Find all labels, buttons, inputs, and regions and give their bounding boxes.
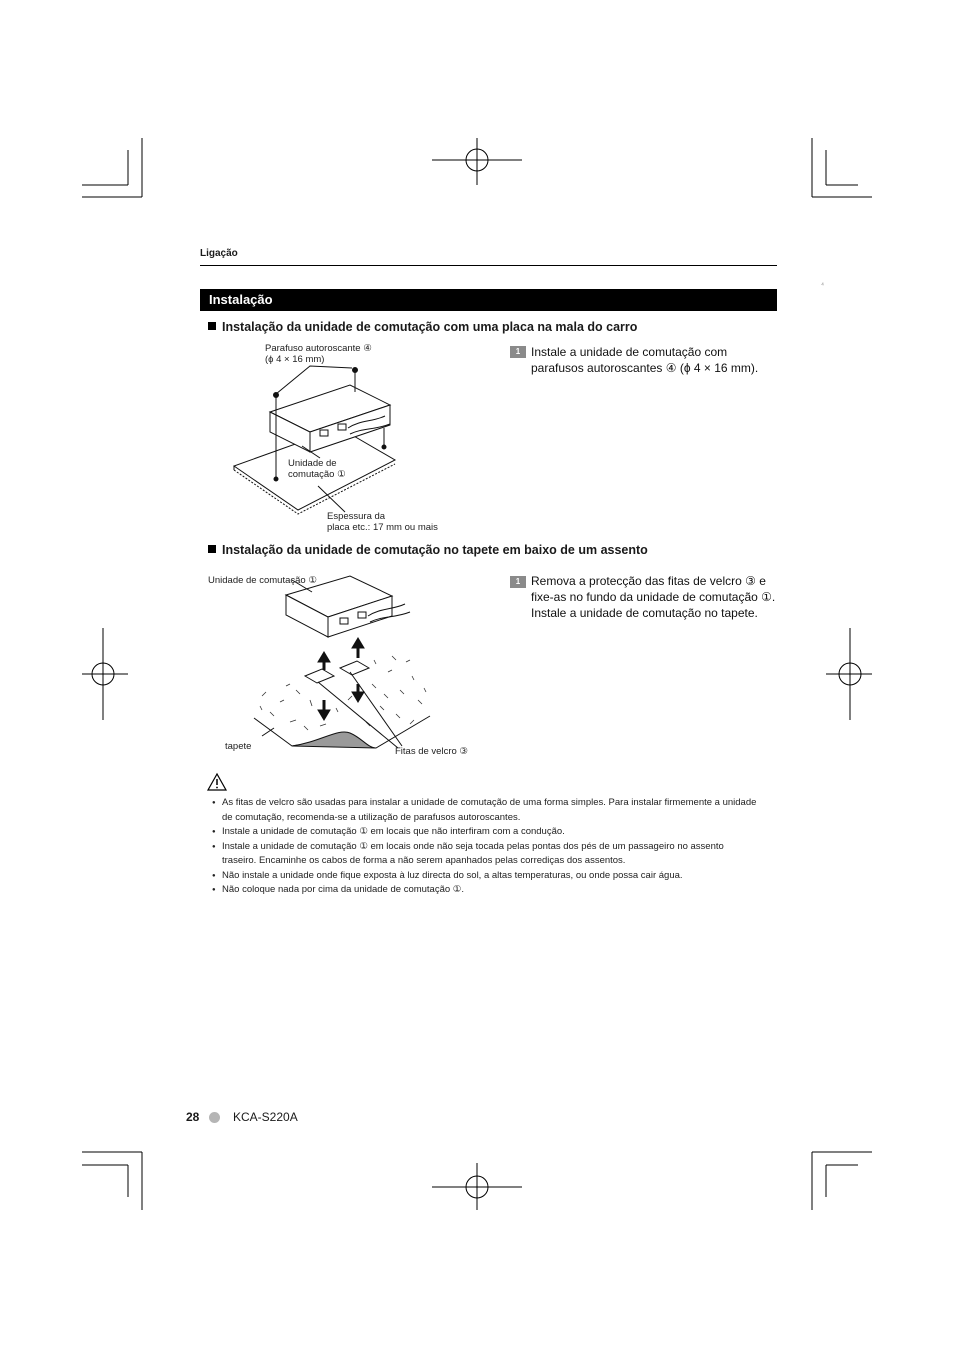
label-thickness: Espessura da placa etc.: 17 mm ou mais (327, 511, 438, 533)
label-unit: Unidade de comutação ① (208, 575, 317, 586)
label-screw: Parafuso autoroscante ④ (ϕ 4 × 16 mm) (265, 343, 372, 365)
subsection-heading-text: Instalação da unidade de comutação no tapete em baixo de um assento (222, 543, 648, 557)
warning-icon (208, 774, 226, 790)
registration-mark-icon (826, 628, 872, 720)
subsection-heading-carpet (208, 543, 648, 557)
step-text (531, 344, 758, 376)
model-name: KCA-S220A (233, 1110, 298, 1124)
square-bullet-icon (208, 322, 216, 330)
registration-mark-icon (82, 628, 128, 720)
page-number: 28 (186, 1110, 200, 1124)
label-velcro: Fitas de velcro ③ (395, 746, 468, 757)
header-rule (200, 265, 777, 266)
section-label: Ligação (200, 248, 238, 259)
crop-mark-icon (812, 138, 872, 197)
note-item: ● Não instale a unidade onde fique exposta à luz directa do sol, a altas temperaturas, ou onde possa cair água. (212, 869, 757, 884)
note-item: ● Instale a unidade de comutação ① em locais que não interfiram com a condução. (212, 825, 757, 840)
figure-carpet-install (254, 576, 430, 748)
label-carpet: tapete (225, 741, 252, 752)
footer-dot-icon (209, 1112, 220, 1123)
subsection-heading-text: Instalação da unidade de comutação com uma placa na mala do carro (222, 320, 638, 334)
section-title-bar (200, 289, 777, 311)
crop-mark-icon (82, 1152, 142, 1210)
subsection-heading-board (208, 320, 637, 334)
registration-mark-icon (432, 1163, 522, 1210)
registration-mark-icon (432, 138, 522, 185)
square-bullet-icon (208, 545, 216, 553)
note-item: ● Não coloque nada por cima da unidade de comutação ①. (212, 883, 757, 898)
step-text-line: Instale a unidade de comutação no tapete. (531, 606, 758, 620)
step-text-line: Remova a protecção das fitas de velcro ③ e (531, 574, 766, 588)
section-title: Instalação (209, 292, 273, 307)
note-item: ● As fitas de velcro são usadas para instalar a unidade de comutação de uma forma simples. Para instalar firmemente a unidade de comutação, recomenda-se a utilização de parafusos autoroscantes. (212, 796, 757, 825)
step-text-line: fixe-as no fundo da unidade de comutação ①. (531, 590, 776, 604)
crop-mark-icon (812, 1152, 872, 1210)
warning-notes (212, 796, 757, 898)
step-number: 1 (510, 576, 526, 588)
step-text-line: Instale a unidade de comutação com (531, 345, 728, 359)
step-number: 1 (510, 346, 526, 358)
side-mark: ⁴ (821, 282, 825, 289)
crop-mark-icon (82, 138, 142, 197)
label-unit: Unidade de comutação ① (288, 458, 346, 480)
step-text (531, 573, 775, 621)
note-item: ● Instale a unidade de comutação ① em locais onde não seja tocada pelas pontas dos pés de um passageiro no assento traseiro. Encaminhe os cabos de forma a não serem apanhados pelas corrediças dos assentos. (212, 840, 757, 869)
figure-board-install (234, 366, 395, 514)
step-text-line: parafusos autoroscantes ④ (ϕ 4 × 16 mm). (531, 361, 759, 375)
